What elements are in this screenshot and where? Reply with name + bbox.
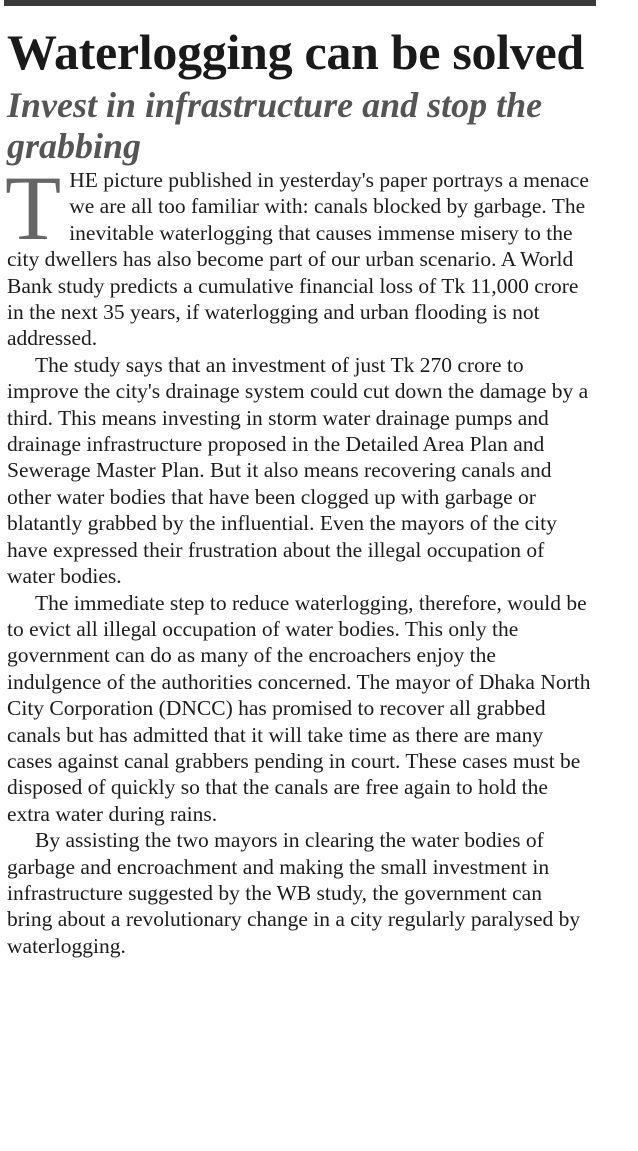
- paragraph-3: The immediate step to reduce waterlogging, therefore, would be to evict all illegal occupation of water bodies. This only the government can do as many of the encroachers enjoy the indulgence of the authorities concerned. The mayor of Dhaka North City Corporation (DNCC) has promised to recover all grabbed canals but has admitted that it will take time as there are many cases against canal grabbers pending in court. These cases must be disposed of quickly so that the canals are free again to hold the extra water during rains.: [7, 590, 591, 826]
- headline: Waterlogging can be solved: [7, 24, 584, 80]
- top-rule: [4, 0, 596, 6]
- article-body: [5, 157, 591, 959]
- paragraph-1: [5, 157, 591, 352]
- editorial-article: [7, 22, 591, 959]
- dropcap-letter: T: [5, 157, 62, 259]
- paragraph-1-text: HE picture published in yesterday's paper portrays a menace we are all too familiar with: canals blocked by garbage. The inevitable waterlogging that causes immense misery to the city dwellers has also become part of our urban scenario. A World Bank study predicts a cumulative financial loss of Tk 11,000 crore in the next 35 years, if waterlogging and urban flooding is not addressed.: [7, 168, 589, 351]
- paragraph-4: By assisting the two mayors in clearing the water bodies of garbage and encroachment and making the small investment in infrastructure suggested by the WB study, the government can bring about a revolutionary change in a city regularly paralysed by waterlogging.: [7, 828, 581, 958]
- subheadline: Invest in infrastructure and stop the grabbing: [7, 85, 543, 166]
- paragraph-2: The study says that an investment of just Tk 270 crore to improve the city's drainage system could cut down the damage by a third. This means investing in storm water drainage pumps and drainage infrastructure proposed in the Detailed Area Plan and Sewerage Master Plan. But it also means recovering canals and other water bodies that have been clogged up with garbage or blatantly grabbed by the influential. Even the mayors of the city have expressed their frustration about the illegal occupation of water bodies.: [7, 352, 589, 589]
